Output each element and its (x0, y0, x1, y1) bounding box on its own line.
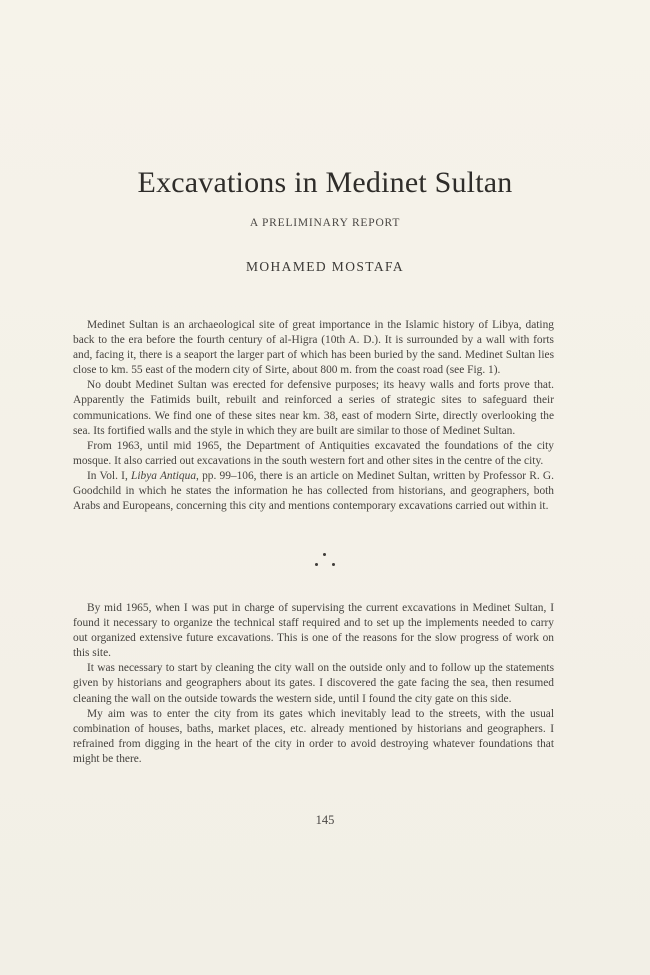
paragraph-4-suffix: , pp. 99–106, there is an article on Medinet Sultan, written by Professor R. G. Goodchild in which he states the information he has collected from historians, and geographers, both Arabs and Europeans, concerning this city and mentions contemporary excavations carried out within it. (73, 469, 554, 513)
body-section-2 (73, 601, 554, 767)
paragraph-5: By mid 1965, when I was put in charge of supervising the current excavations in Medinet Sultan, I found it necessary to organize the technical staff required and to set up the implements needed to carry out organized extensive future excavations. This is one of the reasons for the slow progress of work on this site. (73, 602, 554, 660)
paragraph-6: It was necessary to start by cleaning the city wall on the outside only and to follow up the statements given by historians and geographers about its gates. I discovered the gate facing the sea, then resumed cleaning the wall on the outside towards the western side, until I found the city gate on this side. (73, 662, 554, 705)
page-number: 145 (315, 813, 335, 827)
page-subtitle: A PRELIMINARY REPORT (249, 217, 401, 229)
paragraph-4-prefix: In Vol. I, (87, 469, 131, 482)
page-title: Excavations in Medinet Sultan (137, 166, 513, 199)
paragraph-2: No doubt Medinet Sultan was erected for defensive purposes; its heavy walls and forts prove that. Apparently the Fatimids built, rebuilt and reinforced a series of strategic sites to safeguard their communications. We find one of these sites near km. 38, east of modern Sirte, directly overlooking the sea. Its fortified walls and the style in which they are built are similar to those of Medinet Sultan. (73, 379, 554, 437)
paragraph-1: Medinet Sultan is an archaeological site of great importance in the Islamic history of Libya, dating back to the era before the fourth century of al-Higra (10th A. D.). It is surrounded by a wall with forts and, facing it, there is a seaport the larger part of which has been buried by the sand. Medinet Sultan lies close to km. 55 east of the modern city of Sirte, about 800 m. from the coast road (see Fig. 1). (73, 319, 554, 377)
body-section-1 (73, 318, 554, 514)
section-separator (309, 551, 341, 571)
separator-dot-left (315, 563, 318, 566)
paragraph-3: From 1963, until mid 1965, the Department of Antiquities excavated the foundations of the city mosque. It also carried out excavations in the south western fort and other sites in the centre of the city. (73, 439, 554, 467)
separator-dot-right (332, 563, 335, 566)
separator-dot-top (323, 553, 326, 556)
author-name: MOHAMED MOSTAFA (245, 259, 405, 274)
paragraph-4 (73, 469, 554, 514)
journal-title: Libya Antiqua (131, 469, 197, 482)
paragraph-7: My aim was to enter the city from its gates which inevitably lead to the streets, with the usual combination of houses, baths, market places, etc. already mentioned by historians and geographers. I refrained from digging in the heart of the city in order to avoid destroying whatever foundations that might be there. (73, 707, 554, 765)
